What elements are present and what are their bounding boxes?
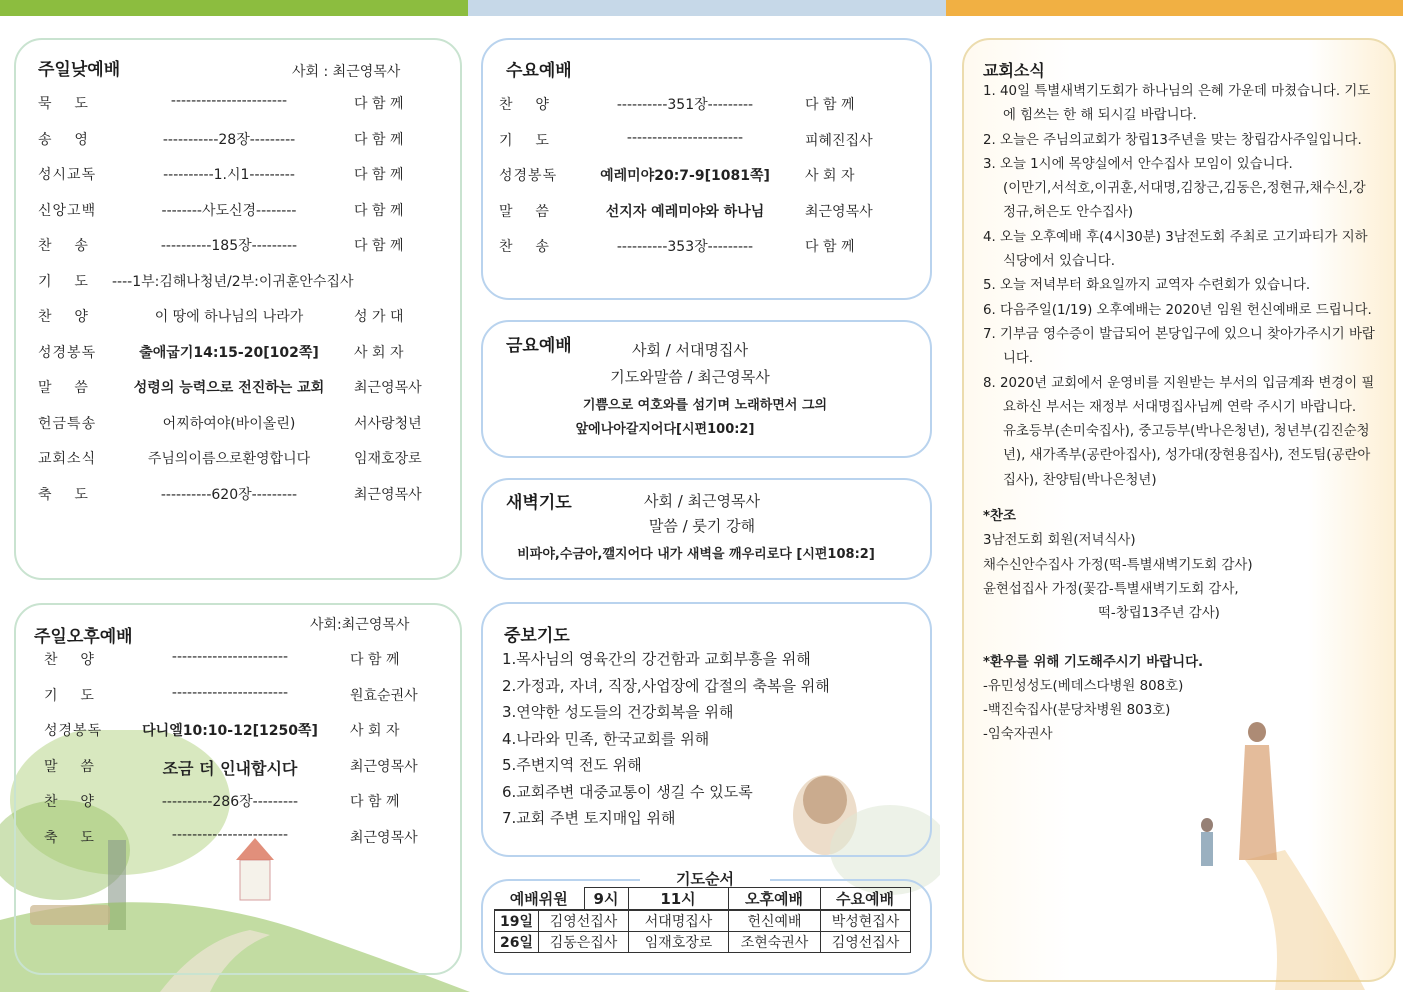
order-item-person: 원효순권사 — [350, 687, 418, 704]
sponsor-item: 3남전도회 회원(저녁식사) — [983, 533, 1136, 549]
order-item-person: 다 함 께 — [354, 131, 404, 148]
dawn-prayer-leader: 사회 / 최근영목사 — [643, 492, 761, 510]
table-cell: 김영선집사 — [539, 911, 629, 932]
table-cell: 19일 — [495, 911, 539, 932]
order-item-content: 조금 더 인내합시다 — [162, 758, 298, 778]
order-item-content: ----------351장--------- — [616, 97, 754, 113]
order-row — [44, 791, 444, 813]
order-row — [44, 649, 444, 671]
order-item-content: ----1부:김해나청년/2부:이귀훈안수집사 — [112, 273, 354, 290]
order-row — [38, 235, 443, 257]
prayer-order-body — [494, 910, 911, 953]
wednesday-title: 수요예배 — [506, 61, 572, 81]
order-item-label: 찬 양 — [44, 652, 95, 668]
top-color-bar-blue — [468, 0, 946, 16]
friday-verse-line1: 기쁨으로 여호와를 섬기며 노래하면서 그의 — [582, 398, 828, 413]
order-row — [44, 720, 444, 742]
order-item-person: 다 함 께 — [354, 238, 404, 254]
order-item-content: ----------------------- — [171, 684, 289, 701]
order-item-label: 찬 송 — [38, 238, 89, 254]
table-cell: 서대명집사 — [629, 911, 729, 932]
news-item: 1. 40일 특별새벽기도회가 하나님의 은혜 가운데 마쳤습니다. 기도에 힘쓰는 한 해 되시길 바랍니다. — [983, 84, 1371, 124]
order-item-label: 말 씀 — [499, 203, 550, 220]
order-item-label: 찬 양 — [499, 97, 550, 113]
sunday-afternoon-title: 주일오후예배 — [34, 627, 133, 647]
order-item-content: 이 땅에 하나님의 나라가 — [154, 309, 304, 325]
order-item-label: 기 도 — [44, 687, 95, 704]
table-cell: 26일 — [495, 932, 539, 953]
table-row — [495, 932, 911, 953]
order-row — [44, 827, 444, 849]
order-item-content: 예레미야20:7-9[1081쪽] — [600, 168, 770, 184]
order-item-label: 축 도 — [44, 829, 95, 846]
news-item: 4. 오늘 오후예배 후(4시30분) 3남전도회 주최로 고기파티가 지하 식당에서 있습니다. — [983, 229, 1368, 270]
order-row — [499, 201, 899, 223]
prayer-order-header: 9시 — [584, 888, 628, 910]
order-row — [499, 94, 899, 116]
order-row — [38, 93, 443, 115]
order-item-person: 다 함 께 — [805, 97, 855, 113]
friday-verse-line2: 앞에나아갈지어다[시편100:2] — [575, 422, 755, 437]
top-color-bar-green — [0, 0, 468, 16]
order-item-person: 사 회 자 — [350, 723, 400, 739]
order-row — [38, 306, 443, 328]
news-item-detail: 유초등부(손미숙집사), 중고등부(박나은청년), 청년부(김진순청년), 새가족부(공란아집사), 성가대(장현용집사), 전도팀(공란아집사), 찬양팀(박나은청년) — [1003, 424, 1371, 488]
order-item-person: 임재호장로 — [354, 451, 422, 467]
order-item-content: --------사도신경-------- — [161, 202, 297, 219]
order-item-label: 헌금특송 — [38, 415, 97, 432]
news-item: 2. 오늘은 주님의교회가 창립13주년을 맞는 창립감사주일입니다. — [983, 132, 1362, 148]
prayer-order-header: 11시 — [628, 888, 728, 910]
order-item-person: 최근영목사 — [350, 829, 418, 846]
patient-item: -백진숙집사(분당차병원 803호) — [983, 703, 1171, 719]
order-row — [38, 413, 443, 435]
news-item: 5. 오늘 저녁부터 화요일까지 교역자 수련회가 있습니다. — [983, 278, 1311, 294]
order-item-content: ----------------------- — [171, 826, 289, 843]
order-item-label: 기 도 — [38, 273, 89, 290]
intercession-item: 1.목사님의 영육간의 강건함과 교회부흥을 위해 — [502, 650, 811, 668]
order-row — [499, 165, 899, 187]
order-item-content: 다니엘10:10-12[1250쪽] — [142, 723, 318, 739]
order-row — [44, 685, 444, 707]
intercession-item: 7.교회 주변 토지매입 위해 — [502, 809, 676, 827]
order-row — [38, 377, 443, 399]
table-cell: 김동은집사 — [539, 932, 629, 953]
order-item-label: 교회소식 — [38, 451, 97, 467]
intercession-item: 3.연약한 성도들의 건강회복을 위해 — [502, 703, 734, 721]
order-item-content: ----------------------- — [171, 649, 289, 665]
order-item-person: 최근영목사 — [354, 380, 422, 396]
news-item-detail: (이만기,서석호,이귀훈,서대명,김창근,김동은,정현규,채수신,강정규,허은도 안수집사) — [1003, 181, 1366, 221]
order-item-person: 사 회 자 — [354, 344, 404, 361]
order-row — [38, 164, 443, 186]
order-row — [38, 200, 443, 222]
order-item-label: 말 씀 — [38, 380, 89, 396]
prayer-order-table — [494, 887, 911, 910]
order-item-person: 서사랑청년 — [354, 415, 422, 432]
news-item: 7. 기부금 영수증이 발급되어 본당입구에 있으니 찾아가주시기 바랍니다. — [983, 326, 1375, 367]
order-item-label: 성경봉독 — [38, 344, 97, 361]
order-item-content: ----------353장--------- — [616, 239, 754, 255]
order-item-person: 성 가 대 — [354, 309, 404, 325]
order-item-label: 찬 양 — [38, 309, 89, 325]
order-item-label: 축 도 — [38, 486, 89, 503]
order-item-person: 최근영목사 — [805, 203, 873, 220]
prayer-order-header: 오후예배 — [728, 888, 820, 910]
order-row — [38, 484, 443, 506]
friday-leader: 사회 / 서대명집사 — [631, 341, 749, 359]
sponsor-item: 떡-창립13주년 감사) — [1098, 606, 1220, 622]
table-cell: 김영선집사 — [821, 932, 911, 953]
order-item-content: ----------------------- — [170, 93, 288, 109]
intercession-title: 중보기도 — [504, 626, 570, 646]
order-item-label: 찬 송 — [499, 239, 550, 255]
order-row — [38, 342, 443, 364]
order-item-label: 신앙고백 — [38, 202, 97, 219]
prayer-order-caption: 기도순서 — [640, 868, 770, 889]
order-item-content: ----------620장--------- — [160, 486, 298, 503]
order-item-person: 다 함 께 — [805, 239, 855, 255]
order-item-content: ----------------------- — [626, 129, 744, 146]
order-item-label: 말 씀 — [44, 758, 95, 775]
news-item: 6. 다음주일(1/19) 오후예배는 2020년 임원 헌신예배로 드립니다. — [983, 302, 1372, 318]
order-item-label: 기 도 — [499, 132, 550, 149]
order-row — [499, 130, 899, 152]
order-item-content: 선지자 예레미야와 하나님 — [605, 203, 765, 220]
intercession-item: 5.주변지역 전도 위해 — [502, 756, 642, 774]
order-item-content: 출애굽기14:15-20[102쪽] — [139, 344, 319, 361]
table-row — [495, 911, 911, 932]
order-item-person: 다 함 께 — [354, 167, 404, 183]
order-row — [38, 271, 443, 293]
order-row — [499, 236, 899, 258]
friday-speaker: 기도와말씀 / 최근영목사 — [610, 368, 770, 386]
intercession-item: 2.가정과, 자녀, 직장,사업장에 갑절의 축복을 위해 — [502, 676, 830, 695]
table-cell: 박성현집사 — [821, 911, 911, 932]
table-cell: 조현숙권사 — [729, 932, 821, 953]
news-item: 3. 오늘 1시에 목양실에서 안수집사 모임이 있습니다. — [983, 156, 1293, 172]
patient-item: -유민성성도(베데스다병원 808호) — [983, 678, 1184, 694]
order-row — [44, 756, 444, 778]
church-news-title: 교회소식 — [983, 61, 1045, 80]
prayer-order-header: 예배위원 — [494, 888, 584, 910]
friday-title: 금요예배 — [506, 336, 572, 356]
dawn-prayer-verse: 비파야,수금아,깰지어다 내가 새벽을 깨우리로다 [시편108:2] — [517, 547, 875, 562]
order-item-person: 최근영목사 — [354, 486, 422, 503]
table-cell: 헌신예배 — [729, 911, 821, 932]
order-item-label: 성경봉독 — [44, 723, 103, 739]
order-item-content: 어찌하여야(바이올린) — [162, 415, 296, 432]
order-row — [38, 129, 443, 151]
order-item-person: 최근영목사 — [350, 758, 418, 775]
order-item-person: 사 회 자 — [805, 168, 855, 184]
church-news-list — [983, 80, 1375, 748]
sponsor-item: 윤현섭집사 가정(꽃감-특별새벽기도회 감사, — [983, 581, 1239, 597]
top-color-bar-orange — [946, 0, 1403, 16]
order-item-person: 다 함 께 — [354, 202, 404, 219]
table-cell: 임재호장로 — [629, 932, 729, 953]
order-item-content: 주님의이름으로환영합니다 — [147, 451, 311, 467]
order-item-content: -----------28장--------- — [162, 131, 296, 148]
order-item-label: 송 영 — [38, 131, 89, 148]
intercession-item: 6.교회주변 대중교통이 생길 수 있도록 — [502, 782, 753, 801]
order-item-label: 성경봉독 — [499, 168, 558, 184]
order-item-label: 성시교독 — [38, 167, 97, 183]
sponsor-item: 채수신안수집사 가정(떡-특별새벽기도회 감사) — [983, 557, 1253, 573]
order-item-label: 찬 양 — [44, 794, 95, 810]
sponsor-title: *찬조 — [983, 509, 1016, 525]
order-item-content: ----------1.시1--------- — [163, 167, 295, 183]
order-item-person: 다 함 께 — [354, 96, 404, 112]
order-item-person: 다 함 께 — [350, 652, 400, 668]
order-item-content: ----------185장--------- — [160, 238, 298, 254]
order-item-label: 묵 도 — [38, 96, 89, 112]
sunday-morning-leader: 사회 : 최근영목사 — [292, 64, 401, 80]
order-item-content: ----------286장--------- — [161, 794, 299, 810]
order-item-person: 피혜진집사 — [805, 132, 873, 149]
patient-item: -임숙자권사 — [983, 727, 1053, 743]
prayer-order-header: 수요예배 — [820, 888, 910, 910]
dawn-prayer-title: 새벽기도 — [506, 493, 572, 513]
dawn-prayer-sermon: 말씀 / 룻기 강해 — [648, 517, 756, 535]
news-item: 8. 2020년 교회에서 운영비를 지원받는 부서의 입금계좌 변경이 필요하신 부서는 재정부 서대명집사님께 연락 주시기 바랍니다. — [983, 375, 1375, 415]
sunday-afternoon-leader: 사회:최근영목사 — [310, 617, 410, 633]
order-item-content: 성령의 능력으로 전진하는 교회 — [133, 380, 325, 396]
intercession-item: 4.나라와 민족, 한국교회를 위해 — [502, 729, 710, 748]
sunday-morning-title: 주일낮예배 — [38, 60, 121, 80]
order-item-person: 다 함 께 — [350, 794, 400, 810]
patients-title: *환우를 위해 기도해주시기 바랍니다. — [983, 654, 1204, 670]
order-row — [38, 448, 443, 470]
